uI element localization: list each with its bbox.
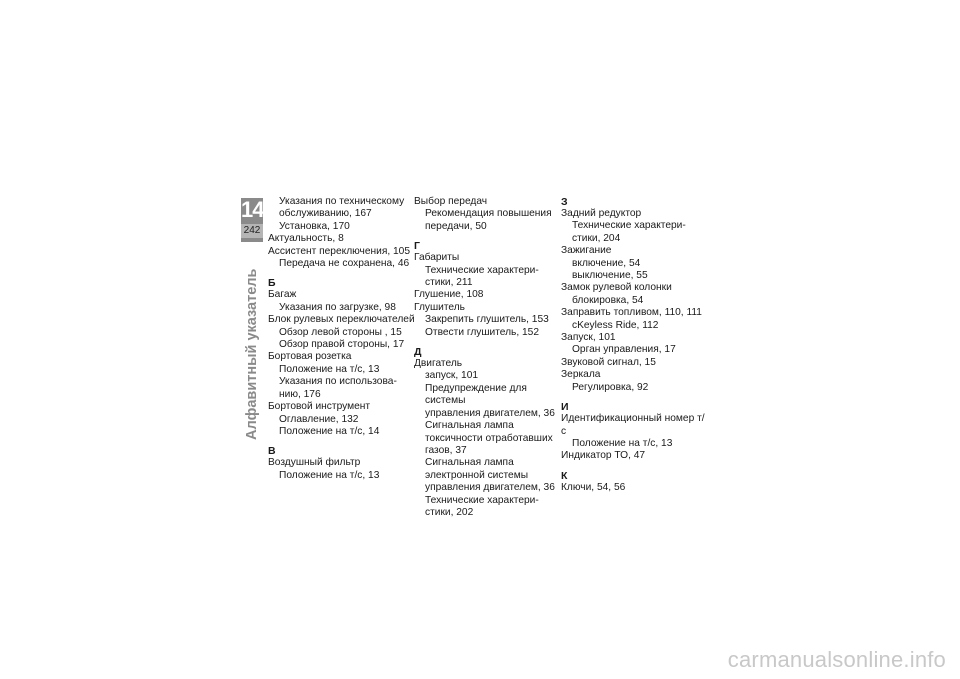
watermark: carmanualsonline.info bbox=[727, 647, 946, 672]
index-subentry: Рекомендация повышения bbox=[425, 208, 552, 220]
index-subentry: Обзор левой стороны , 15 bbox=[279, 326, 402, 338]
index-entry: Звуковой сигнал, 15 bbox=[561, 356, 656, 368]
index-subentry: управления двигателем, 36 bbox=[425, 482, 555, 494]
index-subentry: Технические характери- bbox=[425, 264, 539, 276]
index-subentry: Указания по техническому bbox=[279, 196, 405, 207]
index-subentry: Обзор правой стороны, 17 bbox=[279, 339, 405, 351]
index-letter-heading: К bbox=[561, 469, 568, 482]
index-entry: Задний редуктор bbox=[561, 208, 642, 219]
page-number: 242 bbox=[243, 225, 261, 236]
index-subentry: стики, 204 bbox=[572, 232, 621, 244]
index-subentry: нию, 176 bbox=[279, 388, 321, 400]
index-entry: Ассистент переключения, 105 bbox=[268, 245, 411, 257]
index-entry: Выбор передач bbox=[414, 196, 488, 207]
index-subentry: Отвести глушитель, 152 bbox=[425, 326, 540, 338]
index-subentry: передачи, 50 bbox=[425, 220, 487, 232]
index-letter-heading: И bbox=[561, 401, 569, 414]
index-subentry: выключение, 55 bbox=[572, 270, 648, 282]
index-letter-heading: Д bbox=[414, 346, 422, 359]
index-letter-heading: З bbox=[561, 196, 568, 208]
index-entry: Блок рулевых переключателей bbox=[268, 314, 415, 326]
index-entry: Запуск, 101 bbox=[561, 332, 616, 344]
index-subentry: включение, 54 bbox=[572, 257, 641, 269]
index-subentry: Закрепить глушитель, 153 bbox=[425, 314, 549, 326]
index-letter-heading: Г bbox=[414, 240, 420, 253]
index-entry: Бортовой инструмент bbox=[268, 401, 371, 413]
index-entry: Бортовая розетка bbox=[268, 351, 352, 363]
index-subentry: Регулировка, 92 bbox=[572, 381, 649, 393]
index-entry: Индикатор ТО, 47 bbox=[561, 450, 646, 462]
index-subentry: Сигнальная лампа bbox=[425, 457, 514, 469]
index-subentry: Технические характери- bbox=[572, 220, 686, 232]
index-subentry: Указания по использова- bbox=[279, 376, 397, 388]
index-subentry: обслуживанию, 167 bbox=[279, 208, 372, 220]
index-subentry: Положение на т/с, 13 bbox=[572, 437, 673, 449]
index-subentry: Орган управления, 17 bbox=[572, 344, 676, 356]
index-subentry: Оглавление, 132 bbox=[279, 413, 359, 425]
index-subentry: Положение на т/с, 13 bbox=[279, 363, 380, 375]
index-entry: Глушитель bbox=[414, 301, 465, 313]
index-subentry: блокировка, 54 bbox=[572, 294, 644, 306]
chapter-number: 14 bbox=[241, 197, 264, 222]
index-subentry: Положение на т/с, 13 bbox=[279, 469, 380, 481]
index-entry: Багаж bbox=[268, 289, 297, 301]
index-subentry: газов, 37 bbox=[425, 444, 467, 456]
index-column-3 bbox=[561, 196, 709, 494]
index-subentry: Передача не сохранена, 46 bbox=[279, 258, 410, 270]
index-column-1 bbox=[268, 196, 416, 482]
index-entry: Замок рулевой колонки bbox=[561, 282, 672, 294]
index-subentry: управления двигателем, 36 bbox=[425, 407, 555, 419]
index-subentry: стики, 211 bbox=[425, 277, 473, 289]
index-entry: Зажигание bbox=[561, 245, 612, 257]
index-entry: Заправить топливом, 110, 111 bbox=[561, 307, 702, 319]
index-entry: Ключи, 54, 56 bbox=[561, 481, 626, 493]
section-title-text: Алфавитный указатель bbox=[244, 268, 260, 440]
index-subentry: Сигнальная лампа bbox=[425, 420, 514, 432]
index-subentry: электронной системы bbox=[425, 469, 529, 481]
index-letter-heading: Б bbox=[268, 277, 276, 290]
index-subentry: Технические характери- bbox=[425, 494, 539, 506]
index-subentry: cKeyless Ride, 112 bbox=[572, 319, 659, 331]
index-entry: Идентификационный номер т/с bbox=[561, 413, 705, 437]
index-entry: Двигатель bbox=[414, 358, 463, 370]
index-letter-heading: В bbox=[268, 445, 276, 458]
index-entry: Глушение, 108 bbox=[414, 289, 484, 301]
index-column-2 bbox=[414, 196, 562, 519]
index-subentry: токсичности отработавших bbox=[425, 432, 553, 444]
index-subentry: Предупреждение для системы bbox=[425, 382, 527, 407]
index-subentry: запуск, 101 bbox=[425, 370, 479, 382]
index-entry: Зеркала bbox=[561, 369, 601, 381]
index-entry: Актуальность, 8 bbox=[268, 233, 344, 245]
index-subentry: Указания по загрузке, 98 bbox=[279, 301, 396, 313]
index-entry: Воздушный фильтр bbox=[268, 457, 361, 469]
index-subentry: Установка, 170 bbox=[279, 220, 350, 232]
index-subentry: Положение на т/с, 14 bbox=[279, 425, 380, 437]
index-subentry: стики, 202 bbox=[425, 506, 474, 518]
index-entry: Габариты bbox=[414, 252, 460, 264]
